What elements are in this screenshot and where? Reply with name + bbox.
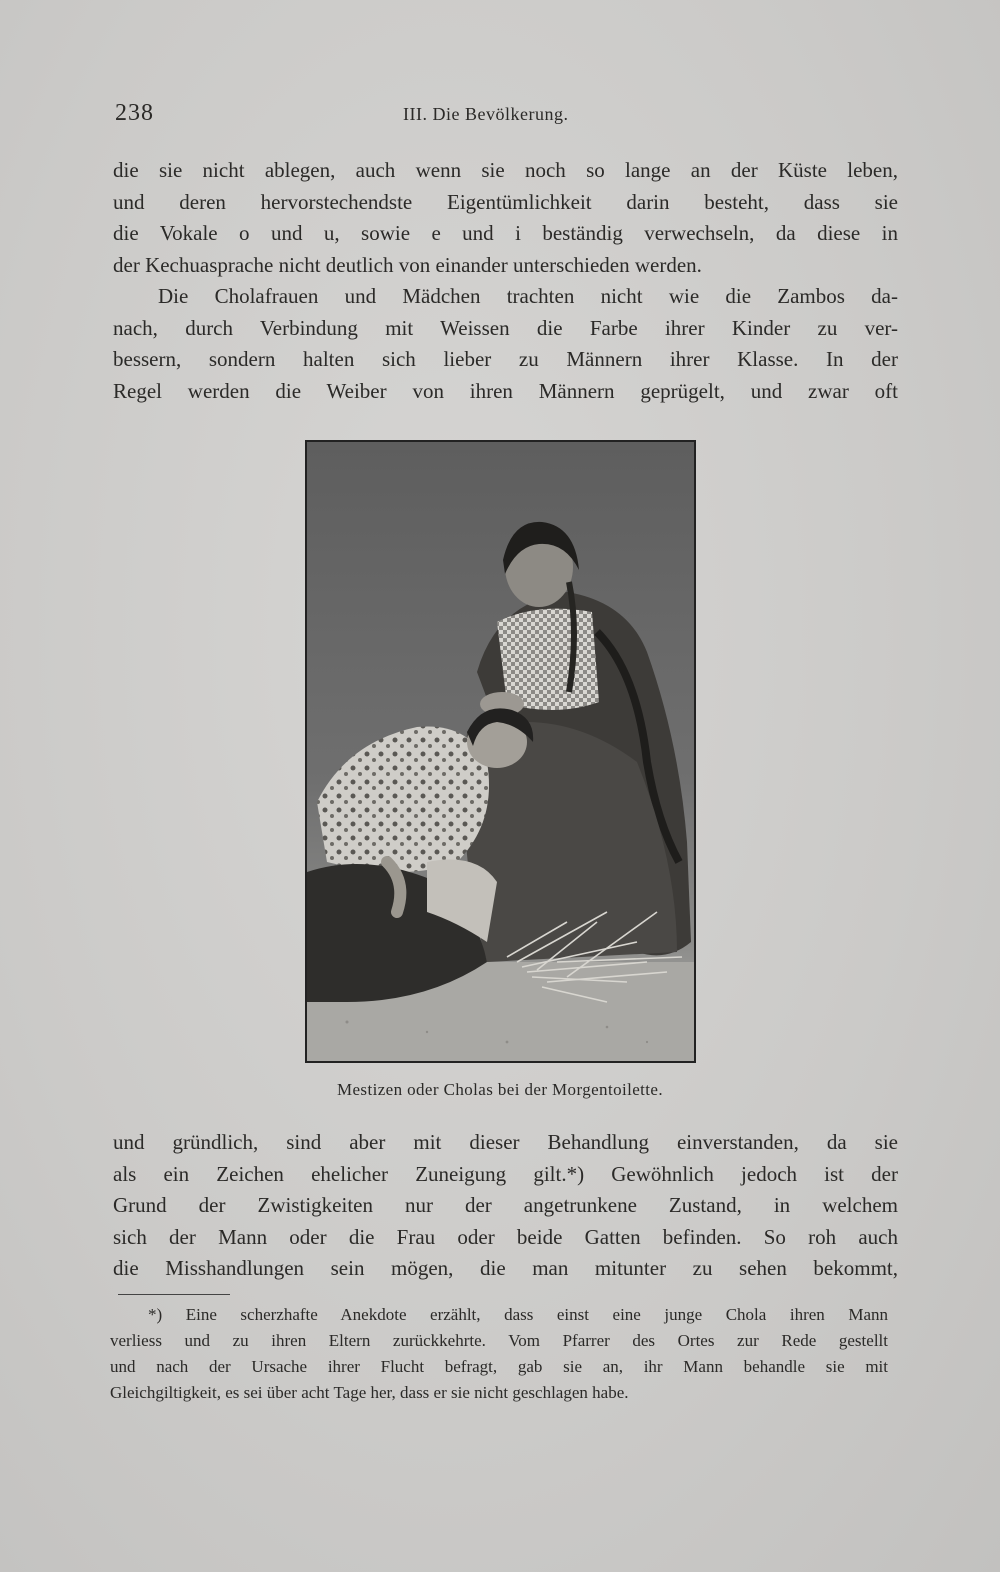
footnote-line: Gleichgiltigkeit, es sei über acht Tage her, dass er sie nicht geschlagen habe. (110, 1383, 629, 1402)
text-line: nach, durch Verbindung mit Weissen die Farbe ihrer Kinder zu ver- (113, 315, 898, 340)
text-line: die sie nicht ablegen, auch wenn sie noch so lange an der Küste leben, (113, 158, 898, 182)
page-header (115, 100, 900, 140)
text-line: und deren hervorstechendste Eigentümlichkeit darin besteht, dass sie (113, 189, 898, 214)
text-line: der Kechuasprache nicht deutlich von einander unterschieden werden. (113, 252, 702, 277)
body-text-bottom (113, 1127, 898, 1285)
footnote-line: und nach der Ursache ihrer Flucht befragt, gab sie an, ihr Mann behandle sie mit (110, 1357, 888, 1376)
text-line: Grund der Zwistigkeiten nur der angetrunkene Zustand, in welchem (113, 1193, 898, 1217)
photograph-image (307, 442, 694, 1061)
running-head: III. Die Bevölkerung. (403, 104, 569, 124)
text-line: als ein Zeichen ehelicher Zuneigung gilt.*) Gewöhnlich jedoch ist der (113, 1161, 898, 1186)
text-line: Die Cholafrauen und Mädchen trachten nicht wie die Zambos da- (158, 284, 898, 308)
page-number: 238 (115, 100, 154, 126)
text-line: Regel werden die Weiber von ihren Männern geprügelt, und zwar oft (113, 378, 898, 403)
footnote (110, 1302, 888, 1406)
body-text-top (113, 155, 898, 407)
text-line: sich der Mann oder die Frau oder beide Gatten befinden. So roh auch (113, 1224, 898, 1249)
photograph (305, 440, 696, 1063)
footnote-line: verliess und zu ihren Eltern zurückkehrte. Vom Pfarrer des Ortes zur Rede gestellt (110, 1331, 888, 1350)
figure-caption: Mestizen oder Cholas bei der Morgentoilette. (336, 1080, 664, 1099)
text-line: die Misshandlungen sein mögen, die man mitunter zu sehen bekommt, (113, 1256, 898, 1280)
text-line: und gründlich, sind aber mit dieser Behandlung einverstanden, da sie (113, 1130, 898, 1154)
footnote-line: *) Eine scherzhafte Anekdote erzählt, dass einst eine junge Chola ihren Mann (148, 1305, 888, 1324)
footnote-divider (118, 1294, 230, 1295)
text-line: die Vokale o und u, sowie e und i beständig verwechseln, da diese in (113, 221, 898, 245)
text-line: bessern, sondern halten sich lieber zu Männern ihrer Klasse. In der (113, 347, 898, 371)
